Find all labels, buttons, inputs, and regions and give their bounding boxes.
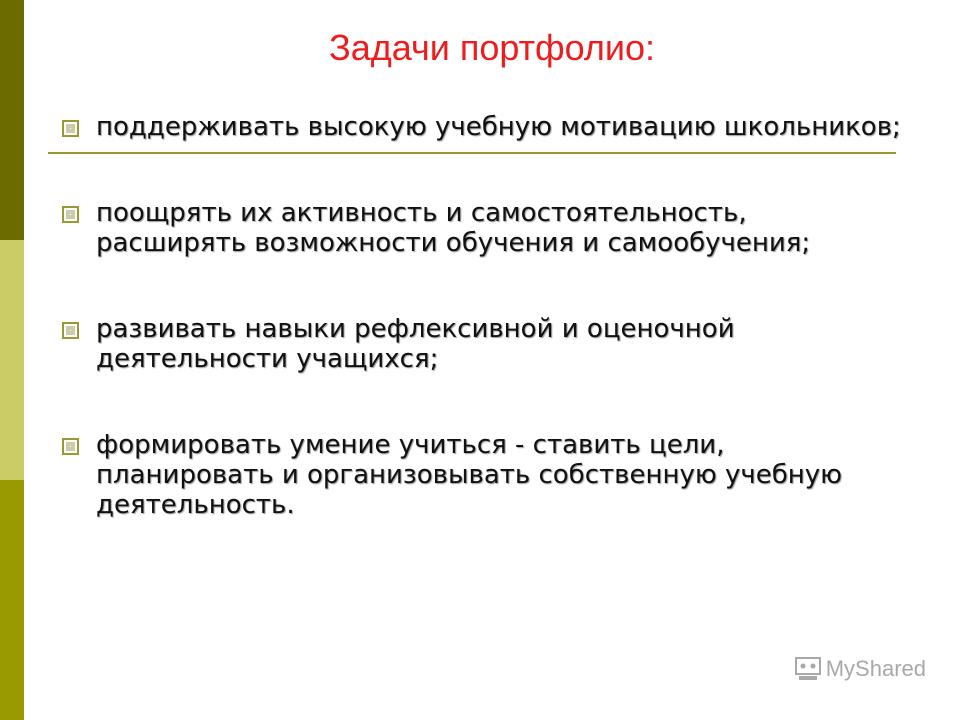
left-stripe-bottom (0, 480, 24, 720)
bullet-list (62, 112, 902, 576)
slide-title: Задачи портфолио: (328, 27, 656, 68)
bullet-text: поддерживать высокую учебную мотивацию школьников; (96, 112, 901, 142)
bullet-text: поощрять их активность и самостоятельность, расширять возможности обучения и самообучения; (96, 198, 811, 258)
classroom-icon (794, 656, 822, 682)
bullet-item (62, 198, 902, 258)
bullet-item (62, 430, 902, 520)
bullet-text: формировать умение учиться - ставить цели, планировать и организовывать собственную учебную деятельность. (96, 430, 843, 520)
square-bullet-icon (62, 438, 79, 455)
square-bullet-icon (62, 322, 79, 339)
left-stripe-top (0, 0, 24, 240)
watermark-shared: Shared (855, 656, 926, 681)
bullet-text: развивать навыки рефлексивной и оценочной деятельности учащихся; (96, 314, 735, 374)
square-bullet-icon (62, 206, 79, 223)
watermark-text (826, 656, 926, 682)
myshared-watermark (794, 656, 926, 682)
bullet-item (62, 314, 902, 374)
bullet-item (62, 112, 902, 142)
square-bullet-icon (62, 120, 79, 137)
watermark-my: My (825, 656, 856, 681)
left-stripe-middle (0, 240, 24, 480)
